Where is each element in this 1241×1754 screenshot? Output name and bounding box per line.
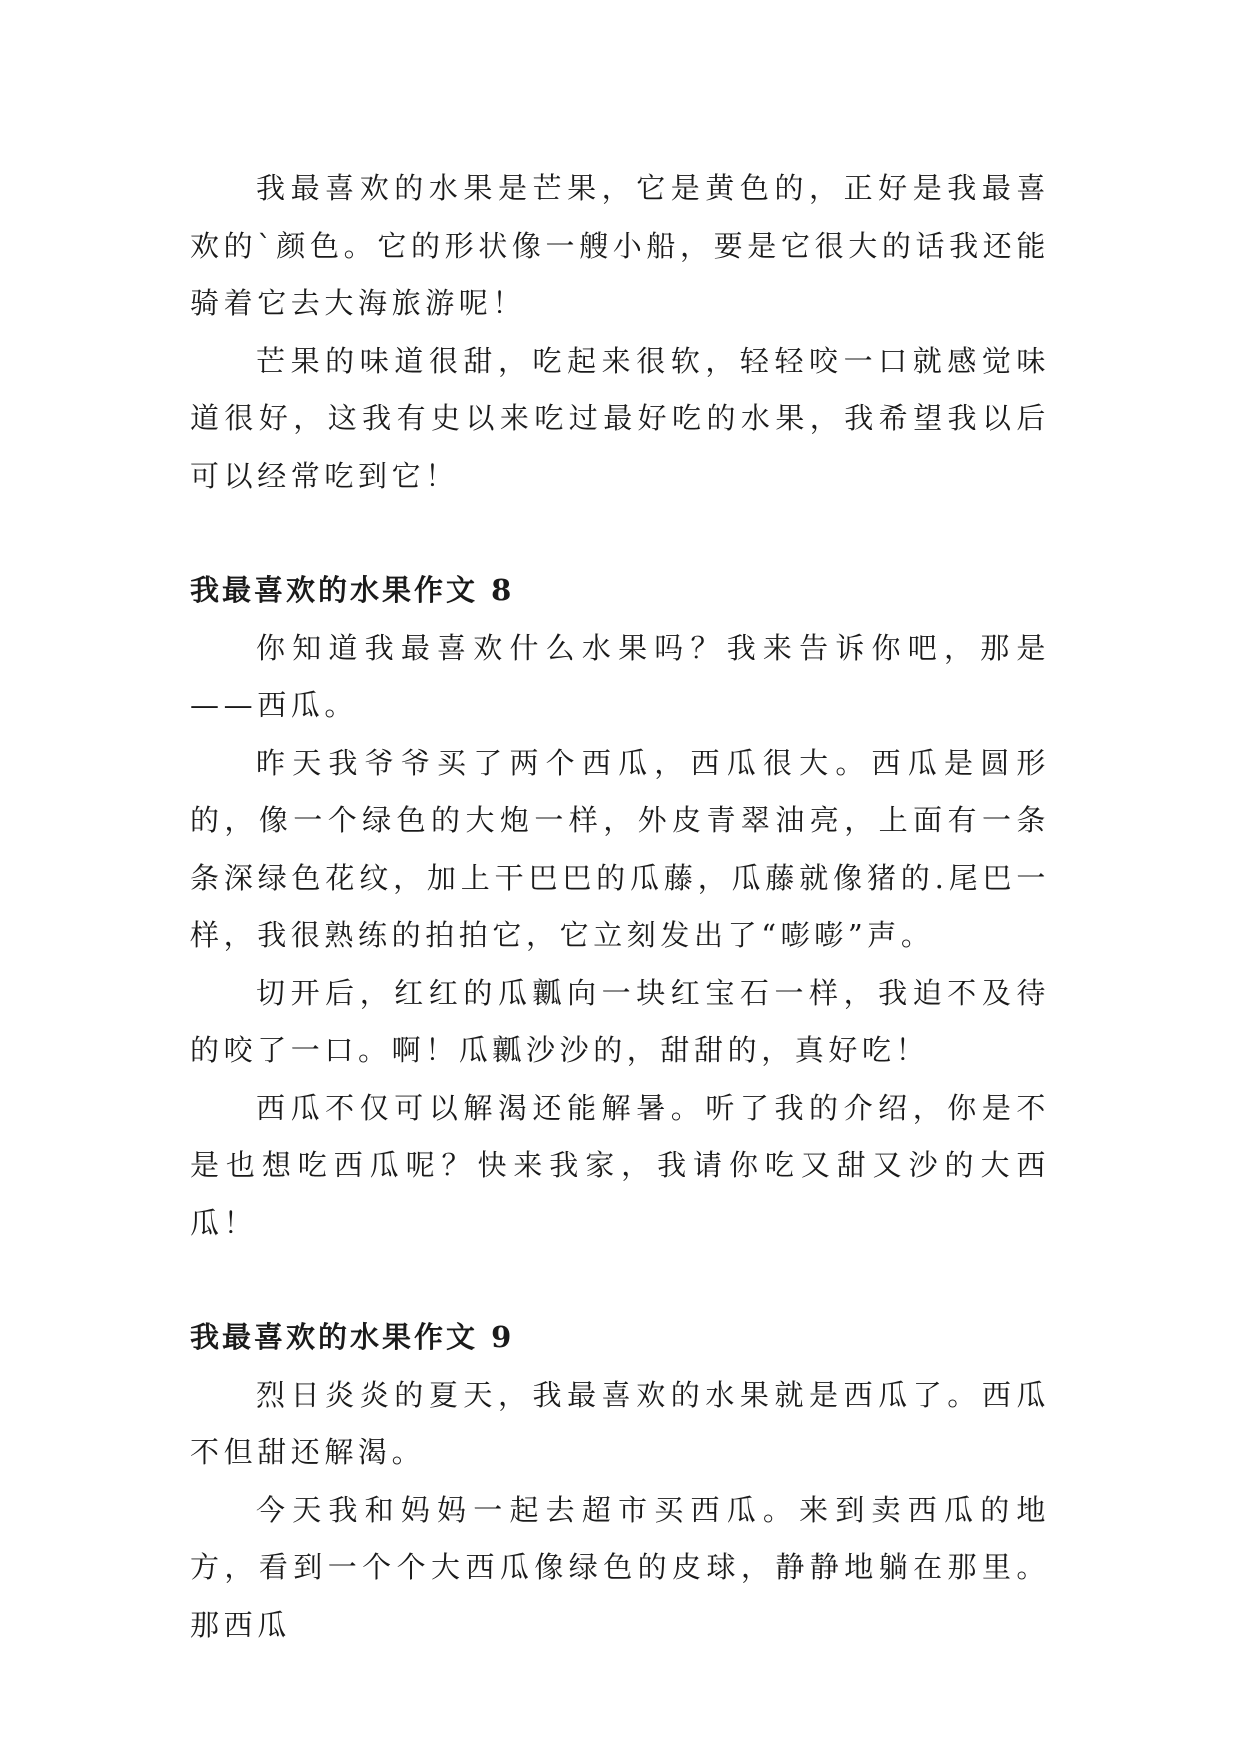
paragraph: 你知道我最喜欢什么水果吗？我来告诉你吧，那是——西瓜。 bbox=[190, 630, 1050, 722]
paragraph: 切开后，红红的瓜瓤向一块红宝石一样，我迫不及待的咬了一口。啊！瓜瓤沙沙的，甜甜的，真好吃！ bbox=[190, 975, 1050, 1067]
essay-section-8 bbox=[190, 562, 1050, 1252]
essay-section-9 bbox=[190, 1309, 1050, 1654]
essay-section-7-tail bbox=[190, 160, 1050, 505]
paragraph: 芒果的味道很甜，吃起来很软，轻轻咬一口就感觉味道很好，这我有史以来吃过最好吃的水果，我希望我以后可以经常吃到它！ bbox=[190, 343, 1050, 493]
section-spacer bbox=[190, 1252, 1050, 1309]
document-page bbox=[190, 160, 1050, 1654]
paragraph: 我最喜欢的水果是芒果，它是黄色的，正好是我最喜欢的`颜色。它的形状像一艘小船，要是它很大的话我还能骑着它去大海旅游呢！ bbox=[190, 171, 1050, 320]
paragraph: 西瓜不仅可以解渴还能解暑。听了我的介绍，你是不是也想吃西瓜呢？快来我家，我请你吃又甜又沙的大西瓜！ bbox=[190, 1090, 1050, 1240]
essay-title: 我最喜欢的水果作文 9 bbox=[190, 1320, 515, 1354]
paragraph: 今天我和妈妈一起去超市买西瓜。来到卖西瓜的地方，看到一个个大西瓜像绿色的皮球，静静地躺在那里。那西瓜 bbox=[190, 1492, 1050, 1642]
section-spacer bbox=[190, 505, 1050, 562]
paragraph: 烈日炎炎的夏天，我最喜欢的水果就是西瓜了。西瓜不但甜还解渴。 bbox=[190, 1377, 1050, 1469]
essay-title: 我最喜欢的水果作文 8 bbox=[190, 573, 515, 607]
paragraph: 昨天我爷爷买了两个西瓜，西瓜很大。西瓜是圆形的，像一个绿色的大炮一样，外皮青翠油亮，上面有一条条深绿色花纹，加上干巴巴的瓜藤，瓜藤就像猪的.尾巴一样，我很熟练的拍拍它，它立刻发出了“嘭嘭”声。 bbox=[190, 745, 1050, 952]
